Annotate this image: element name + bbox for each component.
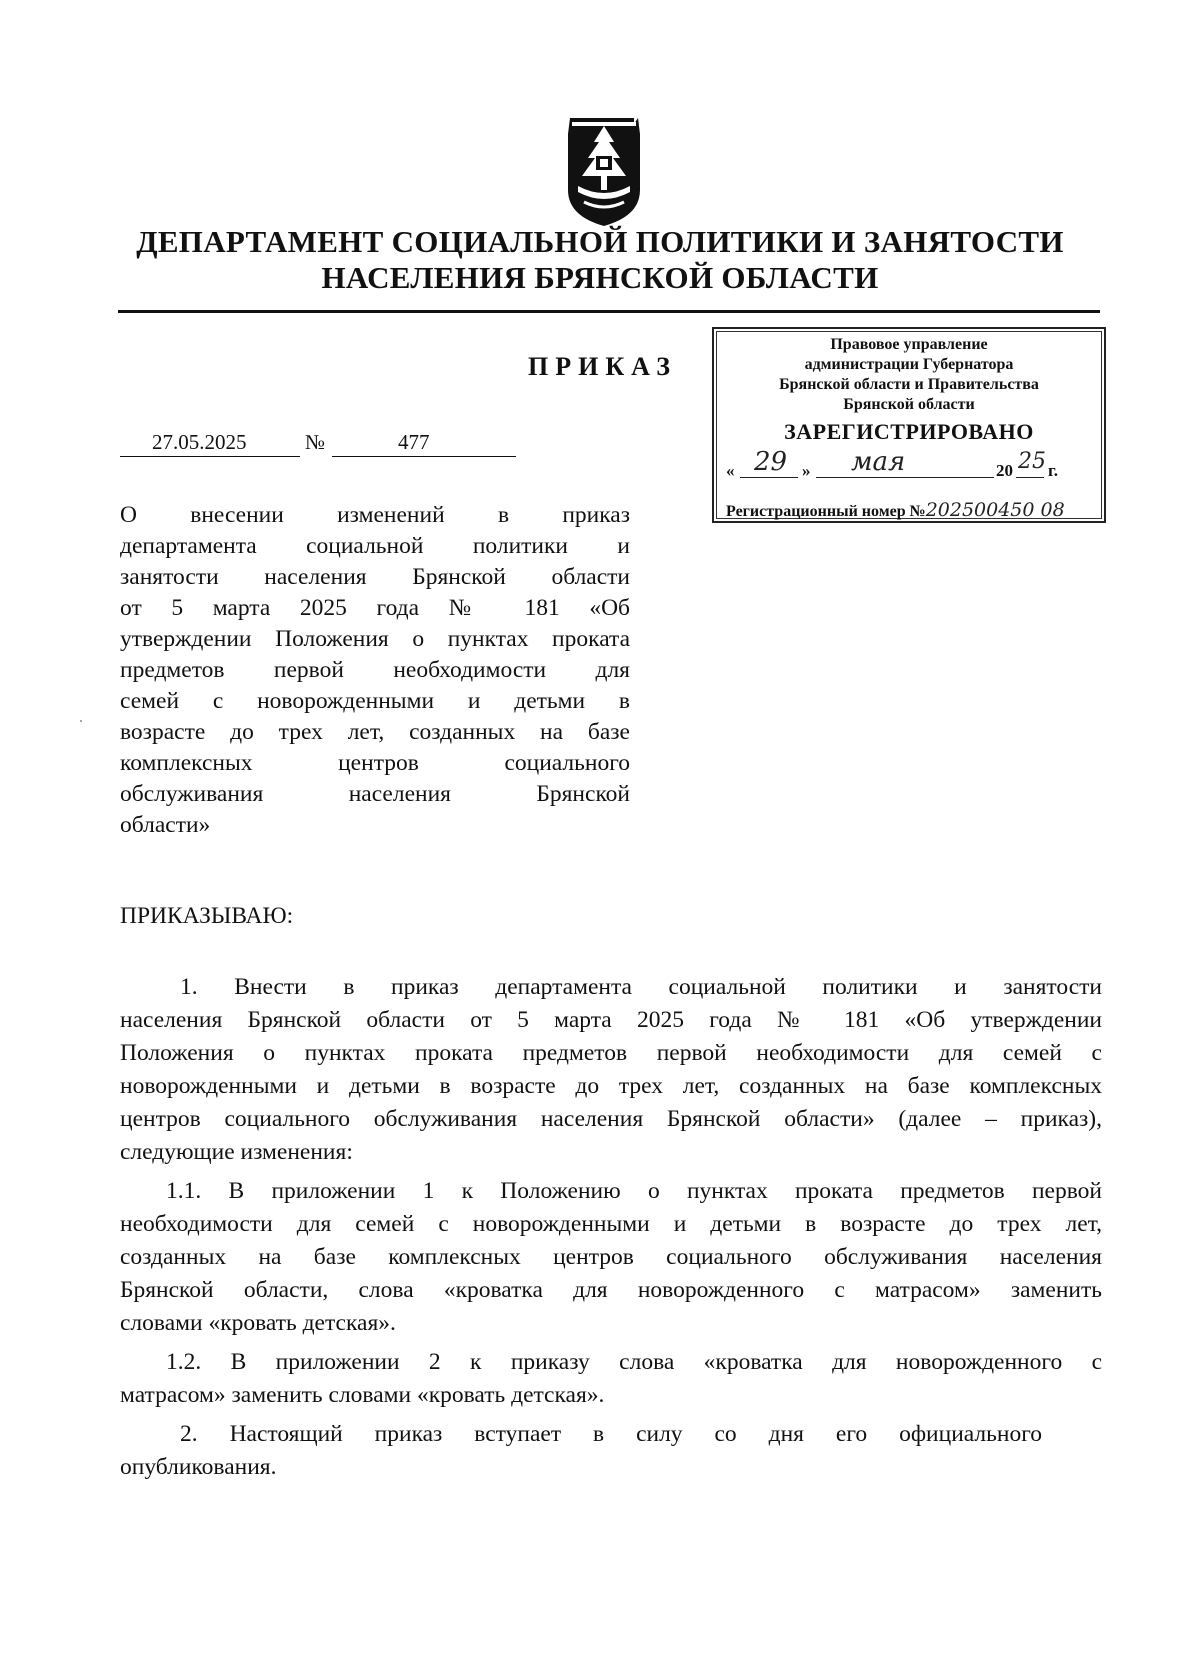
stamp-month-underline bbox=[816, 477, 994, 478]
item-1-line: новорожденными и детьми в возрасте до трех лет, созданных на базе комплексных bbox=[120, 1073, 1102, 1099]
order-body bbox=[120, 971, 1102, 1484]
subject-line: занятости населения Брянской области bbox=[120, 564, 630, 590]
stamp-year-underline bbox=[1016, 477, 1044, 478]
item-1-1-line: словами «кровать детская». bbox=[120, 1310, 396, 1336]
item-1-line: следующие изменения: bbox=[120, 1139, 353, 1165]
scan-speck bbox=[80, 720, 82, 722]
item-1-line: центров социального обслуживания населения Брянской области» (далее – приказ), bbox=[120, 1106, 1102, 1132]
item-1-2-line: 1.2. В приложении 2 к приказу слова «кроватка для новорожденного с bbox=[166, 1349, 1102, 1375]
stamp-line-3: Брянской области и Правительства bbox=[779, 376, 1039, 393]
subject-line: обслуживания населения Брянской bbox=[120, 781, 630, 807]
stamp-year-prefix: 20 bbox=[996, 461, 1013, 480]
order-number: 477 bbox=[398, 430, 430, 454]
registration-stamp bbox=[712, 327, 1106, 523]
stamp-quote-open: « bbox=[726, 461, 735, 480]
stamp-line-1: Правовое управление bbox=[830, 336, 988, 353]
department-line-2: НАСЕЛЕНИЯ БРЯНСКОЙ ОБЛАСТИ bbox=[321, 260, 879, 295]
item-1-line: 1. Внести в приказ департамента социальной политики и занятости bbox=[180, 974, 1102, 1000]
stamp-reg-number bbox=[726, 499, 1065, 521]
stamp-year-end: г. bbox=[1048, 461, 1059, 480]
department-line-1: ДЕПАРТАМЕНТ СОЦИАЛЬНОЙ ПОЛИТИКИ И ЗАНЯТОСТИ bbox=[136, 224, 1064, 259]
header-divider bbox=[118, 310, 1100, 313]
subject-line: комплексных центров социального bbox=[120, 750, 630, 776]
subject-line: департамента социальной политики и bbox=[120, 533, 630, 559]
subject-line: семей с новорожденными и детьми в bbox=[120, 688, 630, 714]
item-1-line: Положения о пунктах проката предметов первой необходимости для семей с bbox=[120, 1040, 1102, 1066]
stamp-line-2: администрации Губернатора bbox=[804, 356, 1014, 373]
document-type-title: ПРИКАЗ bbox=[528, 352, 678, 381]
subject-line: от 5 марта 2025 года № 181 «Об bbox=[120, 595, 630, 621]
order-number-underline bbox=[332, 456, 516, 457]
department-name bbox=[100, 224, 1100, 296]
order-date-underline bbox=[120, 456, 300, 457]
stamp-quote-close: » bbox=[802, 461, 811, 480]
bryansk-coat-of-arms-icon bbox=[560, 112, 648, 230]
item-1-line: населения Брянской области от 5 марта 2025 года № 181 «Об утверждении bbox=[120, 1007, 1102, 1033]
stamp-month: мая bbox=[851, 447, 906, 477]
stamp-year-suffix: 25 bbox=[1018, 449, 1046, 474]
item-1-1-line: 1.1. В приложении 1 к Положению о пунктах проката предметов первой bbox=[166, 1178, 1102, 1204]
item-1-1-line: созданных на базе комплексных центров социального обслуживания населения bbox=[120, 1244, 1102, 1270]
stamp-reg-value: 202500450 08 bbox=[925, 499, 1065, 521]
order-number-sign: № bbox=[305, 430, 326, 454]
item-1-1-line: необходимости для семей с новорожденными и детьми в возрасте до трех лет, bbox=[120, 1211, 1102, 1237]
subject-line: утверждении Положения о пунктах проката bbox=[120, 626, 630, 652]
stamp-day: 29 bbox=[754, 447, 788, 477]
stamp-reg-label: Регистрационный номер № bbox=[726, 503, 926, 520]
item-2-line: 2. Настоящий приказ вступает в силу со дня его официального bbox=[180, 1421, 1042, 1447]
stamp-status: ЗАРЕГИСТРИРОВАНО bbox=[784, 419, 1034, 444]
subject-line: области» bbox=[120, 812, 211, 838]
subject-line: возрасте до трех лет, созданных на базе bbox=[120, 719, 630, 745]
item-2-line: опубликования. bbox=[120, 1454, 277, 1480]
order-directive: ПРИКАЗЫВАЮ: bbox=[120, 903, 294, 929]
order-date: 27.05.2025 bbox=[152, 430, 247, 454]
stamp-day-underline bbox=[740, 477, 798, 478]
stamp-date bbox=[726, 447, 1094, 485]
order-subject bbox=[120, 500, 630, 841]
item-1-2-line: матрасом» заменить словами «кровать детская». bbox=[120, 1382, 605, 1408]
subject-line: О внесении изменений в приказ bbox=[120, 502, 630, 528]
order-date-number bbox=[120, 430, 520, 458]
subject-line: предметов первой необходимости для bbox=[120, 657, 630, 683]
item-1-1-line: Брянской области, слова «кроватка для новорожденного с матрасом» заменить bbox=[120, 1277, 1102, 1303]
stamp-line-4: Брянской области bbox=[843, 396, 975, 413]
